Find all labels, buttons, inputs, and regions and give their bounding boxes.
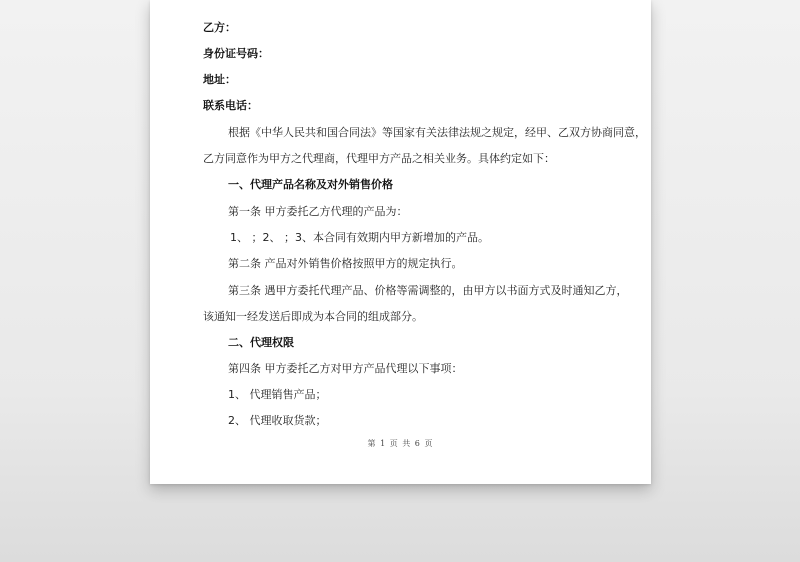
- document-page: [150, 0, 651, 484]
- article-1-items: 1、 ；2、 ；3、本合同有效期内甲方新增加的产品。: [230, 231, 489, 244]
- article-3-line1: 第三条 遇甲方委托代理产品、价格等需调整的，由甲方以书面方式及时通知乙方，: [228, 284, 628, 297]
- intro-paragraph-line2: 乙方同意作为甲方之代理商，代理甲方产品之相关业务。具体约定如下：: [203, 152, 555, 165]
- address-label: 地址：: [203, 73, 236, 86]
- section-1-title: 一、代理产品名称及对外销售价格: [228, 178, 393, 191]
- id-number-label: 身份证号码：: [203, 47, 269, 60]
- page-number-footer: 第 1 页 共 6 页: [367, 439, 434, 448]
- party-b-label: 乙方：: [203, 21, 236, 34]
- article-2: 第二条 产品对外销售价格按照甲方的规定执行。: [228, 257, 463, 270]
- article-4-item-2: 2、 代理收取货款；: [228, 414, 327, 427]
- section-2-title: 二、代理权限: [228, 336, 294, 349]
- article-4: 第四条 甲方委托乙方对甲方产品代理以下事项：: [228, 362, 463, 375]
- article-4-item-1: 1、 代理销售产品；: [228, 388, 327, 401]
- article-1: 第一条 甲方委托乙方代理的产品为：: [228, 205, 408, 218]
- phone-label: 联系电话：: [203, 99, 258, 112]
- intro-paragraph-line1: 根据《中华人民共和国合同法》等国家有关法律法规之规定，经甲、乙双方协商同意，: [228, 126, 646, 139]
- article-3-line2: 该通知一经发送后即成为本合同的组成部分。: [203, 310, 423, 323]
